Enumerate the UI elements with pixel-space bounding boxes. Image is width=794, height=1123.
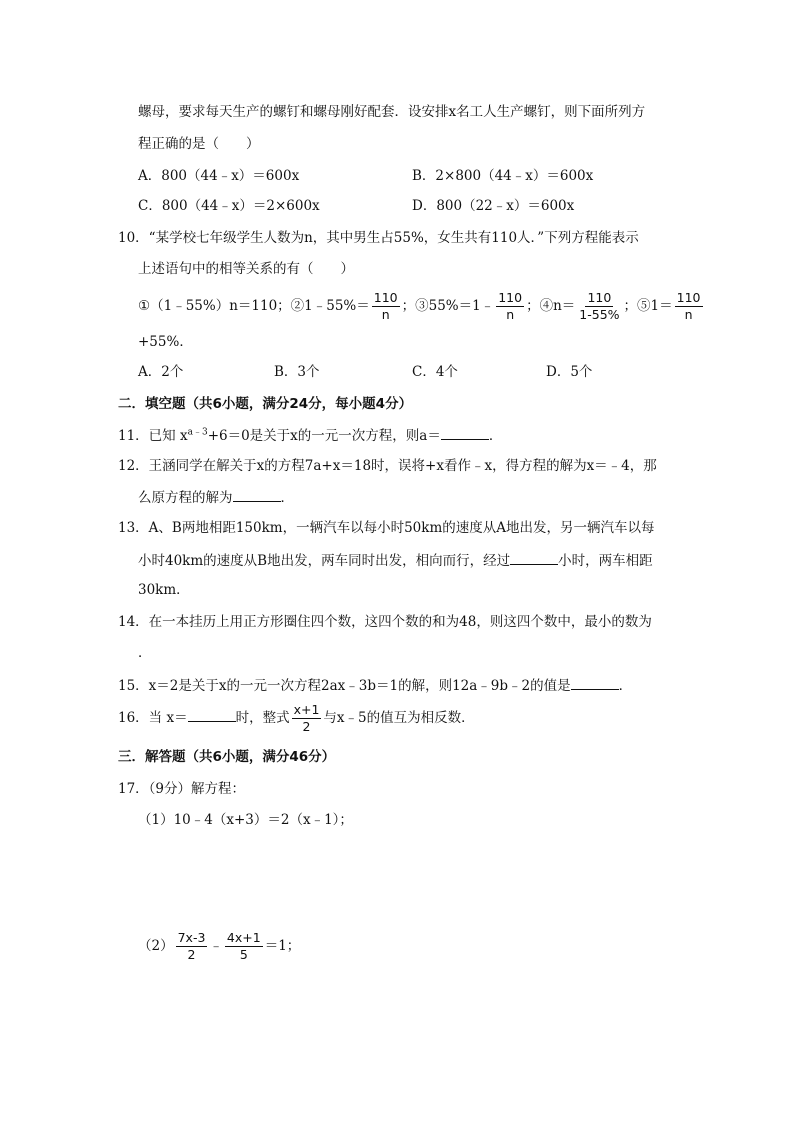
fraction-numerator: 110: [498, 290, 523, 305]
q13-answer-blank[interactable]: [510, 550, 558, 565]
q12-text: 么原方程的解为: [138, 490, 233, 506]
q16-text-mid: 时，整式: [235, 710, 290, 726]
fraction-numerator: 7x-3: [177, 930, 206, 945]
q16-text-pre: 16．当 x＝: [118, 710, 188, 726]
q11-text-end: ．: [488, 428, 503, 444]
q10-line2: 上述语句中的相等关系的有（ ）: [138, 261, 354, 277]
q17-part2-post: ＝1；: [264, 938, 301, 954]
q9-option-a: A．800（44﹣x）＝600x: [138, 168, 300, 184]
section-fill-in-heading: 二．填空题（共6小题，满分24分，每小题4分）: [118, 396, 413, 412]
q9-option-b: B．2×800（44﹣x）＝600x: [412, 168, 594, 184]
q10-eq3: ；③55%＝1﹣: [401, 298, 495, 314]
q15-text: 15．x＝2是关于x的一元一次方程2ax﹣3b＝1的解，则12a﹣9b﹣2的值是: [118, 678, 571, 694]
q11-text-pre: 11．已知 x: [118, 428, 188, 444]
fraction-denominator: n: [381, 307, 390, 322]
q17-title: 17．（9分）解方程：: [118, 781, 246, 797]
q13-text-b: 小时，两车相距: [558, 553, 653, 569]
q12-answer-blank[interactable]: [233, 487, 281, 502]
q13-text-a: 小时40km的速度从B地出发，两车同时出发，相向而行，经过: [138, 553, 511, 569]
q16-answer-blank[interactable]: [188, 707, 236, 722]
fraction-numerator: x+1: [293, 702, 320, 717]
fraction-numerator: 110: [587, 290, 612, 305]
q11-text-post: +6＝0是关于x的一元一次方程，则a＝: [207, 428, 441, 444]
q10-option-b: B．3个: [274, 364, 320, 380]
q10-option-d: D．5个: [546, 364, 593, 380]
q11: [118, 425, 502, 446]
q15-answer-blank[interactable]: [571, 675, 619, 690]
q13-line2: [138, 550, 653, 571]
q14-line2: ．: [138, 645, 152, 661]
q9-option-d: D．800（22﹣x）＝600x: [412, 198, 575, 214]
fraction-denominator: n: [684, 307, 693, 322]
q10-eq1-2: ①（1﹣55%）n＝110；②1﹣55%＝: [138, 298, 370, 314]
q10-line1: 10．“某学校七年级学生人数为n，其中男生占55%，女生共有110人．”下列方程能表示: [118, 230, 639, 246]
fraction-denominator: n: [506, 307, 515, 322]
q13-line1: 13．A、B两地相距150km，一辆汽车以每小时50km的速度从A地出发，另一辆汽车以每: [118, 520, 655, 536]
q17-part2-label: （2）: [138, 938, 174, 954]
fraction-numerator: 4x+1: [226, 930, 261, 945]
q17-fraction-2: [225, 930, 263, 963]
q9-line2: 程正确的是（ ）: [138, 136, 260, 152]
q15: [118, 675, 632, 696]
q12-line1: 12．王涵同学在解关于x的方程7a+x＝18时，误将+x看作﹣x，得方程的解为x＝﹣4，那: [118, 458, 657, 474]
q17-minus: ﹣: [209, 938, 223, 954]
q13-line3: 30km．: [138, 582, 190, 598]
q10-fraction-4: [675, 290, 703, 323]
fraction-denominator: 1-55%: [579, 307, 620, 322]
q10-equations: [138, 288, 705, 324]
fraction-denominator: 2: [187, 947, 196, 962]
q15-text-end: ．: [618, 678, 633, 694]
fraction-denominator: 5: [239, 947, 248, 962]
q10-fraction-3: [577, 290, 621, 323]
q12-text-end: ．: [280, 490, 294, 506]
fraction-numerator: 110: [373, 290, 398, 305]
q10-option-a: A．2个: [138, 364, 184, 380]
q9-option-c: C．800（44﹣x）＝2×600x: [138, 198, 320, 214]
q12-line2: [138, 487, 294, 508]
q10-fraction-1: [372, 290, 400, 323]
q16-fraction: [292, 702, 322, 735]
q17-part2: [138, 928, 300, 964]
q17-fraction-1: [176, 930, 208, 963]
q10-fraction-2: [496, 290, 524, 323]
section-answer-heading: 三．解答题（共6小题，满分46分）: [118, 749, 336, 765]
q10-line4: +55%．: [138, 334, 193, 350]
q11-answer-blank[interactable]: [441, 425, 489, 440]
fraction-numerator: 110: [676, 290, 701, 305]
q16-text-post: 与x﹣5的值互为相反数．: [323, 710, 475, 726]
q11-exponent: a﹣3: [187, 427, 208, 438]
q10-eq5: ；⑤1＝: [623, 298, 673, 314]
q17-part1: （1）10﹣4（x+3）＝2（x﹣1）；: [138, 812, 353, 828]
q9-line1: 螺母，要求每天生产的螺钉和螺母刚好配套．设安排x名工人生产螺钉，则下面所列方: [138, 104, 646, 120]
q14-line1: 14．在一本挂历上用正方形圈住四个数，这四个数的和为48，则这四个数中，最小的数为: [118, 614, 652, 630]
q10-option-c: C．4个: [412, 364, 458, 380]
fraction-denominator: 2: [302, 719, 311, 734]
q10-eq4: ；④n＝: [526, 298, 576, 314]
q16: [118, 700, 475, 736]
